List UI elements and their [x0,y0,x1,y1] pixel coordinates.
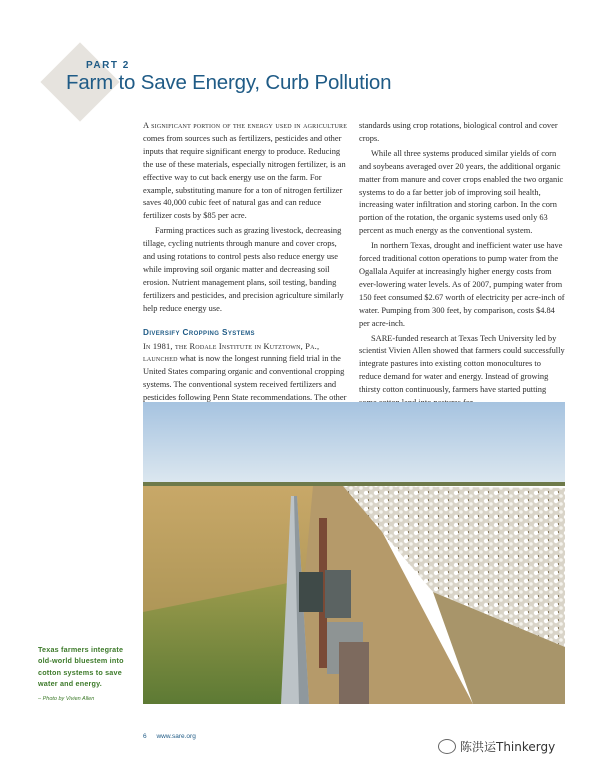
right-column [359,120,565,410]
part-label: PART 2 [86,60,130,71]
watermark [438,738,555,755]
left-column [143,120,349,418]
watermark-text: 陈洪运Thinkergy [460,740,556,754]
footer-url: www.sare.org [156,733,196,740]
lead-in-text: In 1981, the Rodale Institute in Kutztown, Pa., launched [143,341,320,364]
page-number: 6 [143,733,147,740]
photo-credit: – Photo by Vivien Allen [38,696,95,702]
lead-in-text: A significant portion of the energy used in agriculture [143,121,348,130]
paragraph: In 1981, the Rodale Institute in Kutztown, Pa., launched what is now the longest running field trial in the United States comparing organic and conventional cropping systems. The conventional system received fertilizers and pesticides following Penn State recommendations. The other [143,341,347,403]
paragraph: In northern Texas, drought and inefficient water use have forced traditional cotton operations to pump water from the Ogallala Aquifer at increasingly higher energy costs from ever-lowering water levels. As of 2007, pumping water from 150 feet consumed $2.67 worth of electricity per acre-inch of water. Pumping from 300 feet, by comparison, costs $4.84 per acre-inch. [359,241,565,328]
paragraph: A significant portion of the energy used in agriculture comes from sources such as fertilizers, pesticides and other inputs that require significant energy to produce. Reducing the use of these materials, especially nitrogen fertilizer, is an effective way to cut back energy use on the farm. For example, substituting manure for a ton of nitrogen fertilizer saves 40,000 cubic feet of natural gas and can reduce fertilizer costs by $85 per acre. [143,121,348,221]
section-heading: Diversify Cropping Systems [143,327,255,337]
field-photo [143,402,565,704]
paragraph: standards using crop rotations, biological control and cover crops. [359,121,558,143]
paragraph: While all three systems produced similar yields of corn and soybeans averaged over 20 years, the additional organic matter from manure and cover crops enabled the two organic systems to do a far better job of improving soil health, increasing water infiltration and storing carbon. In the corn portion of the rotation, the organic systems used only 63 percent as much energy as the conventional system. [359,148,564,236]
page-footer [143,733,196,740]
page-title: Farm to Save Energy, Curb Pollution [66,71,392,94]
chat-bubble-icon [438,739,456,754]
paragraph: Farming practices such as grazing livestock, decreasing tillage, cycling nutrients through manure and cover crops, and using rotations to control pests also reduce energy use while improving soil organic matter and decreasing soil erosion. Nutrient management plans, soil testing, banding fertilizers and pesticides, and precision agriculture similarly help reduce energy use. [143,226,344,313]
photo-caption: Texas farmers integrate old-world bluestem into cotton systems to save water and energy. [38,645,124,689]
paragraph: SARE-funded research at Texas Tech University led by scientist Vivien Allen showed that farmers could successfully integrate pastures into existing cotton monocultures to reduce demand for water and energy. Instead of growing thirsty cotton continuously, farmers have started putting [359,333,565,395]
